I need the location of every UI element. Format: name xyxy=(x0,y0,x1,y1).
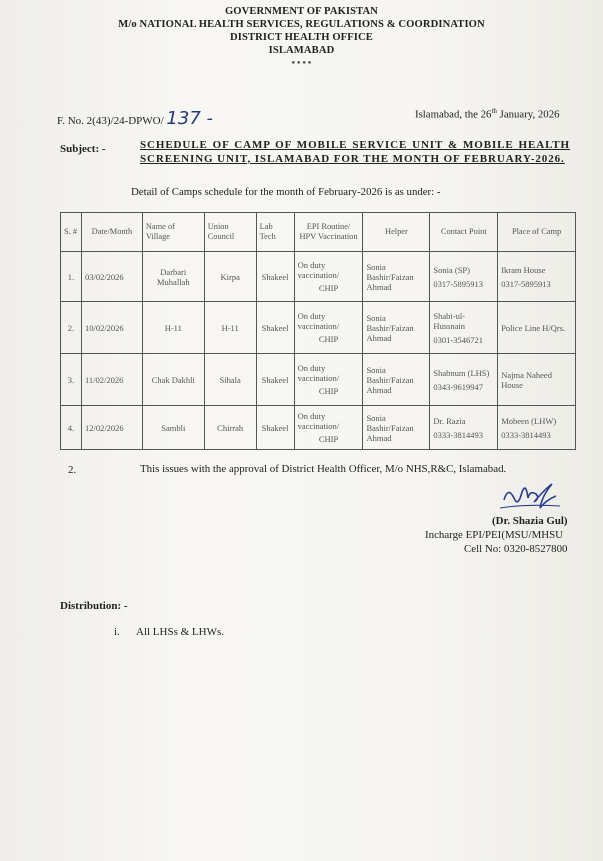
signature-icon xyxy=(494,478,566,518)
helper-text: Sonia Bashir/Faizan Ahmad xyxy=(366,364,414,395)
cell-helper xyxy=(363,252,430,302)
date-text: 03/02/2026 xyxy=(84,271,124,282)
sno-text: 4. xyxy=(67,422,75,433)
sno-text: 1. xyxy=(67,271,75,282)
distribution-item-text: All LHSs & LHWs. xyxy=(136,626,224,638)
date-text: 11/02/2026 xyxy=(84,374,124,385)
contact-name: Sonia (SP) xyxy=(433,264,470,275)
epi-line2: CHIP xyxy=(318,434,339,444)
cell-helper xyxy=(363,354,430,406)
place-phone: 0333-3814493 xyxy=(501,429,551,440)
epi-line2: CHIP xyxy=(318,283,339,293)
intro-text: Detail of Camps schedule for the month of February-2026 is as under: - xyxy=(131,186,441,198)
place-name: Police Line H/Qrs. xyxy=(501,322,566,333)
helper-text: Sonia Bashir/Faizan Ahmad xyxy=(366,261,414,292)
contact-phone: 0317-5895913 xyxy=(433,278,483,289)
distribution-label: Distribution: - xyxy=(60,600,128,612)
place-name: Mobeen (LHW) xyxy=(501,415,557,426)
village-text: Chak Dakhli xyxy=(151,374,195,385)
column-header: Date/Month xyxy=(81,213,142,252)
cell-sno xyxy=(61,302,82,354)
table-header-row xyxy=(61,213,576,252)
cell-epi xyxy=(294,302,363,354)
cell-helper xyxy=(363,406,430,450)
cell-contact xyxy=(430,252,498,302)
village-text: Darbari Muhallah xyxy=(157,266,190,287)
sno-text: 2. xyxy=(67,322,75,333)
cell-sno xyxy=(61,252,82,302)
epi-line1: On duty vaccination/ xyxy=(297,260,340,280)
letterhead-stars: * * * * xyxy=(291,60,312,68)
signatory-cell: Cell No: 0320-8527800 xyxy=(464,543,568,555)
uc-text: Kirpa xyxy=(220,271,240,282)
uc-text: Sihala xyxy=(219,374,241,385)
uc-text: H-11 xyxy=(221,322,239,333)
letterhead-line-3: DISTRICT HEALTH OFFICE xyxy=(230,32,373,43)
signatory-name: (Dr. Shazia Gul) xyxy=(492,515,568,527)
epi-line2: CHIP xyxy=(318,386,339,396)
column-header: Name of Village xyxy=(142,213,204,252)
cell-lab-tech xyxy=(256,354,294,406)
date-text: 10/02/2026 xyxy=(84,322,124,333)
signatory-designation: Incharge EPI/PEI(MSU/MHSU xyxy=(425,529,564,541)
file-number-text: F. No. 2(43)/24-DPWO/ xyxy=(57,115,164,127)
helper-text: Sonia Bashir/Faizan Ahmad xyxy=(366,312,414,343)
cell-place xyxy=(498,252,576,302)
cell-epi xyxy=(294,252,363,302)
camp-schedule-table xyxy=(60,212,576,450)
handwritten-number: 137 - xyxy=(166,108,213,129)
contact-phone: 0301-3546721 xyxy=(433,334,483,345)
cell-union-council xyxy=(204,354,256,406)
cell-epi xyxy=(294,354,363,406)
cell-date xyxy=(81,252,142,302)
epi-line1: On duty vaccination/ xyxy=(297,311,340,331)
place-name: Najma Naheed House xyxy=(501,369,552,390)
column-header: Contact Point xyxy=(430,213,498,252)
village-text: H-11 xyxy=(164,322,182,333)
column-header: S. # xyxy=(61,213,82,252)
cell-date xyxy=(81,406,142,450)
contact-name: Shabi-ul-Hussnain xyxy=(433,310,466,331)
date-suffix: January, 2026 xyxy=(496,108,560,121)
table-row xyxy=(61,252,576,302)
cell-contact xyxy=(430,406,498,450)
contact-name: Dr. Razia xyxy=(433,415,466,426)
lab-text: Shakeel xyxy=(261,271,289,282)
village-text: Sambli xyxy=(161,422,186,433)
column-header: Union Council xyxy=(204,213,256,252)
date-text: 12/02/2026 xyxy=(84,422,124,433)
cell-village xyxy=(142,406,204,450)
distribution-item-number: i. xyxy=(114,626,120,638)
epi-line1: On duty vaccination/ xyxy=(297,363,340,383)
cell-union-council xyxy=(204,302,256,354)
cell-sno xyxy=(61,406,82,450)
approval-text: This issues with the approval of District Health Officer, M/o NHS,R&C, Islamabad. xyxy=(140,463,507,475)
cell-epi xyxy=(294,406,363,450)
date-prefix: Islamabad, the 26 xyxy=(415,108,492,121)
distribution-item xyxy=(114,626,224,638)
epi-line1: On duty vaccination/ xyxy=(297,411,340,431)
table-row xyxy=(61,302,576,354)
date-sup: th xyxy=(491,107,497,115)
cell-contact xyxy=(430,354,498,406)
cell-village xyxy=(142,302,204,354)
cell-union-council xyxy=(204,406,256,450)
place-phone: 0317-5895913 xyxy=(501,278,551,289)
cell-lab-tech xyxy=(256,252,294,302)
cell-sno xyxy=(61,354,82,406)
letterhead-line-2: M/o NATIONAL HEALTH SERVICES, REGULATIONS & COORDINATION xyxy=(118,19,485,30)
cell-place xyxy=(498,302,576,354)
approval-index: 2. xyxy=(68,464,77,476)
place-name: Ikram House xyxy=(501,264,546,275)
subject-label: Subject: - xyxy=(60,143,106,155)
cell-union-council xyxy=(204,252,256,302)
cell-village xyxy=(142,252,204,302)
letterhead-line-4: ISLAMABAD xyxy=(268,45,335,56)
cell-lab-tech xyxy=(256,302,294,354)
file-number xyxy=(57,108,213,129)
column-header: Lab Tech xyxy=(256,213,294,252)
contact-phone: 0333-3814493 xyxy=(433,429,483,440)
column-header: Helper xyxy=(363,213,430,252)
cell-village xyxy=(142,354,204,406)
table-body xyxy=(61,252,576,450)
cell-helper xyxy=(363,302,430,354)
letter-date xyxy=(415,107,560,121)
column-header: Place of Camp xyxy=(498,213,576,252)
lab-text: Shakeel xyxy=(261,322,289,333)
subject-text: SCHEDULE OF CAMP OF MOBILE SERVICE UNIT & MOBILE HEALTH SCREENING UNIT, ISLAMABAD FOR THE MONTH OF FEBRUARY-2026. xyxy=(140,139,570,165)
cell-place xyxy=(498,354,576,406)
column-header: EPI Routine/ HPV Vaccination xyxy=(294,213,363,252)
table-row xyxy=(61,354,576,406)
cell-date xyxy=(81,302,142,354)
cell-place xyxy=(498,406,576,450)
lab-text: Shakeel xyxy=(261,374,289,385)
uc-text: Chirrah xyxy=(217,422,244,433)
lab-text: Shakeel xyxy=(261,422,289,433)
contact-phone: 0343-9619947 xyxy=(433,381,483,392)
table-row xyxy=(61,406,576,450)
cell-contact xyxy=(430,302,498,354)
contact-name: Shabnum (LHS) xyxy=(433,367,490,378)
cell-date xyxy=(81,354,142,406)
letterhead-line-1: GOVERNMENT OF PAKISTAN xyxy=(224,6,379,17)
sno-text: 3. xyxy=(67,374,75,385)
epi-line2: CHIP xyxy=(318,334,339,344)
cell-lab-tech xyxy=(256,406,294,450)
helper-text: Sonia Bashir/Faizan Ahmad xyxy=(366,412,414,443)
